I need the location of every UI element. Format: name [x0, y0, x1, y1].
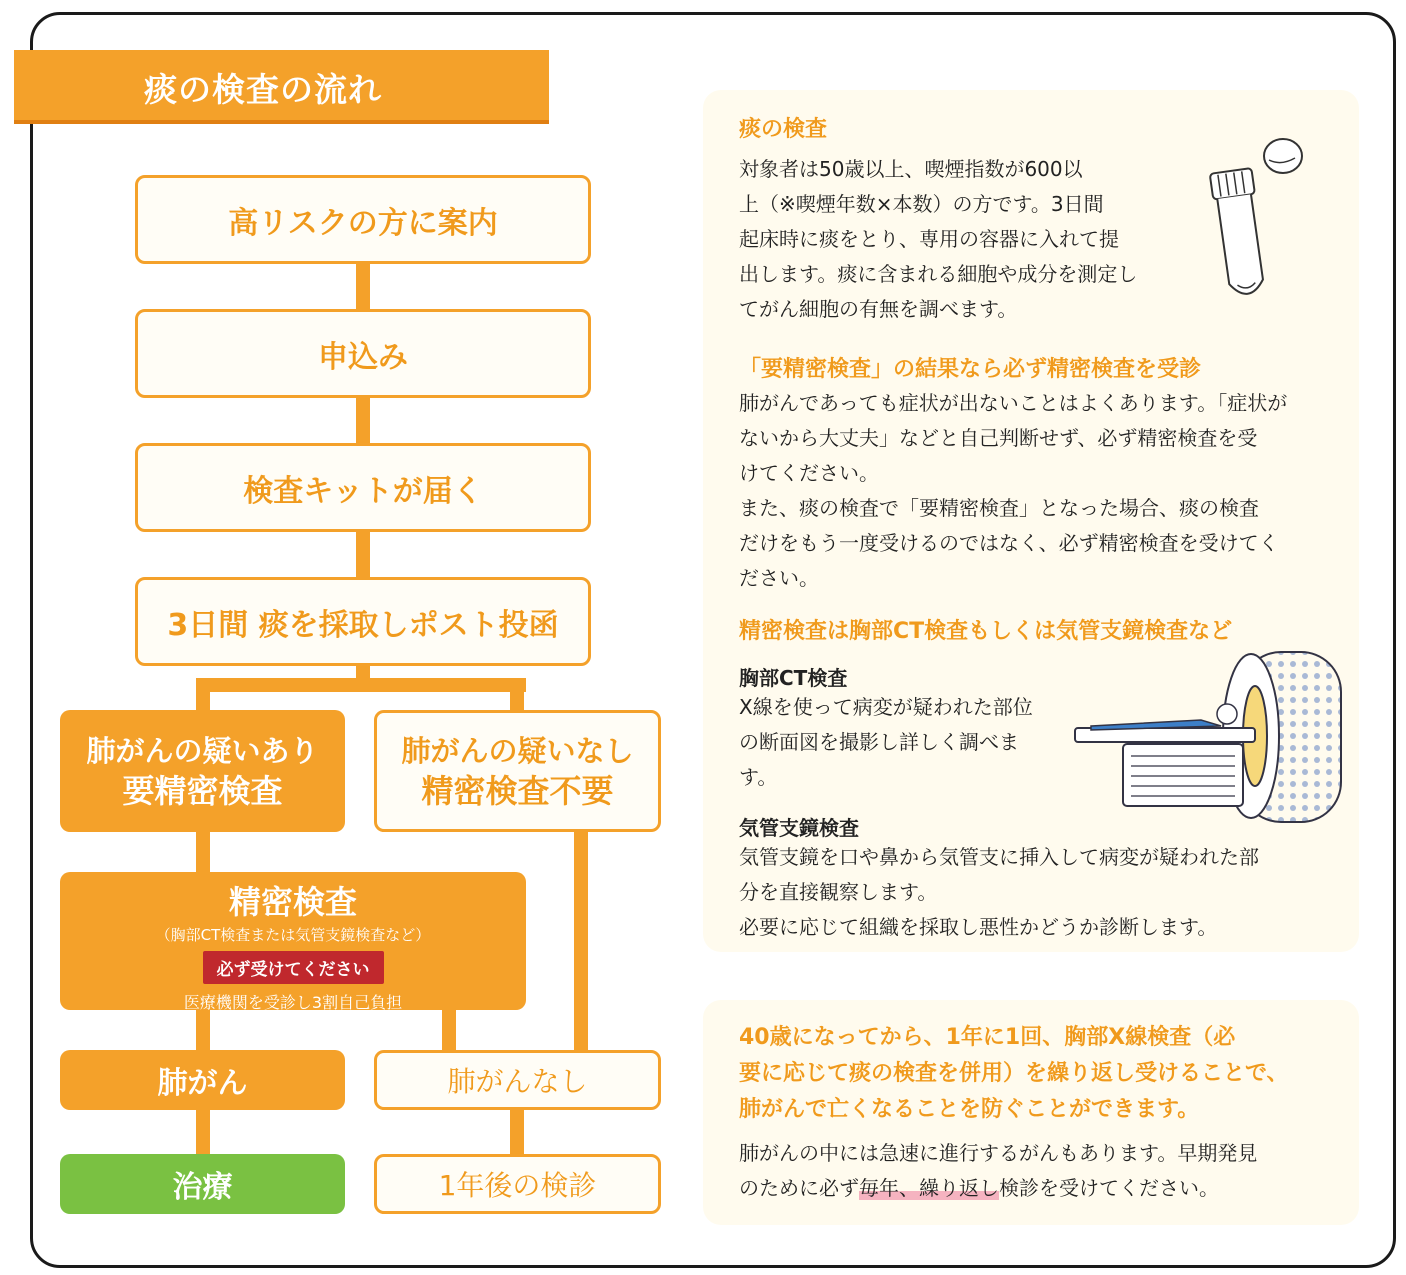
connector: [510, 678, 524, 712]
connector: [196, 830, 210, 874]
consult-line: また、痰の検査で「要精密検査」となった場合、痰の検査: [739, 496, 1259, 520]
footer-line-part: 検診を受けてください。: [999, 1176, 1219, 1200]
footer-heading-line: 40歳になってから、1年に1回、胸部X線検査（必: [739, 1025, 1236, 1050]
not-suspected-line1: 肺がんの疑いなし: [401, 734, 634, 768]
sputum-heading: 痰の検査: [739, 117, 828, 142]
connector-branch: [196, 678, 526, 692]
connector: [356, 396, 370, 444]
sputum-text: [739, 152, 1199, 327]
connector: [356, 530, 370, 578]
not-suspected-line2: 精密検査不要: [421, 772, 614, 810]
footer-heading-line: 要に応じて痰の検査を併用）を繰り返し受けることで、: [739, 1061, 1289, 1086]
footer-line: [739, 1171, 1349, 1206]
connector: [356, 262, 370, 310]
broncho-line: 気管支鏡を口や鼻から気管支に挿入して病変が疑われた部: [739, 845, 1259, 869]
footer-text: [739, 1136, 1349, 1206]
flow-cancer: 肺がん: [60, 1050, 345, 1110]
sputum-line: 出します。痰に含まれる細胞や成分を測定し: [739, 262, 1138, 286]
sputum-tube-icon: [1203, 134, 1313, 304]
flow-next-year: 1年後の検診: [374, 1154, 661, 1214]
suspected-line2: 要精密検査: [122, 772, 283, 810]
ct-line: す。: [739, 765, 778, 789]
sputum-line: 起床時に痰をとり、専用の容器に入れて提: [739, 227, 1119, 251]
ct-line: の断面図を撮影し詳しく調べま: [739, 730, 1019, 754]
footer-heading: [739, 1020, 1339, 1128]
broncho-text: [739, 840, 1349, 945]
broncho-heading: 気管支鏡検査: [739, 816, 859, 840]
info-panel: [703, 90, 1359, 952]
consult-text: [739, 386, 1339, 596]
consult-line: 肺がんであっても症状が出ないことはよくあります。「症状が: [739, 391, 1288, 415]
consult-line: だけをもう一度受けるのではなく、必ず精密検査を受けてく: [739, 531, 1279, 555]
ct-scanner-icon: [1071, 646, 1351, 826]
must-take-badge: 必ず受けてください: [203, 951, 384, 984]
consult-heading: 「要精密検査」の結果なら必ず精密検査を受診: [739, 357, 1202, 382]
footer-heading-line: 肺がんで亡くなることを防ぐことができます。: [739, 1097, 1200, 1122]
flow-step-apply: 申込み: [135, 309, 591, 398]
broncho-line: 分を直接観察します。: [739, 880, 938, 904]
connector: [574, 830, 588, 1052]
sputum-line: 上（※喫煙年数×本数）の方です。3日間: [739, 192, 1104, 216]
footer-panel: [703, 1000, 1359, 1225]
consult-line: ださい。: [739, 566, 819, 590]
flow-step-kit: 検査キットが届く: [135, 443, 591, 532]
title-banner: [14, 50, 549, 124]
detailed-exam-title: 精密検査: [228, 883, 357, 921]
consult-line: けてください。: [739, 461, 879, 485]
detailed-exam-note: 医療機関を受診し3割自己負担: [183, 993, 403, 1012]
consult-line: ないから大丈夫」などと自己判断せず、必ず精密検査を受: [739, 426, 1258, 450]
connector: [196, 678, 210, 712]
flow-not-suspected: [374, 710, 661, 832]
suspected-line1: 肺がんの疑いあり: [86, 734, 319, 768]
ct-heading: 胸部CT検査: [739, 666, 848, 690]
flow-no-cancer: 肺がんなし: [374, 1050, 661, 1110]
sputum-line: てがん細胞の有無を調べます。: [739, 297, 1018, 321]
flow-suspected: [60, 710, 345, 832]
ct-text: [739, 690, 1069, 795]
flow-detailed-exam: [60, 872, 526, 1010]
footer-highlight: 毎年、繰り返し: [859, 1176, 999, 1200]
flow-step-collect: 3日間 痰を採取しポスト投函: [135, 577, 591, 666]
footer-line: 肺がんの中には急速に進行するがんもあります。早期発見: [739, 1141, 1258, 1165]
flow-step-invite: 高リスクの方に案内: [135, 175, 591, 264]
connector: [196, 1008, 210, 1052]
page-title: 痰の検査の流れ: [144, 70, 382, 109]
connector: [196, 1108, 210, 1156]
connector: [442, 1008, 456, 1052]
ct-line: X線を使って病変が疑われた部位: [739, 695, 1033, 719]
footer-line-part: のために必ず: [739, 1176, 859, 1200]
broncho-line: 必要に応じて組織を採取し悪性かどうか診断します。: [739, 915, 1218, 939]
flow-treatment: 治療: [60, 1154, 345, 1214]
connector: [510, 1108, 524, 1156]
detail-heading: 精密検査は胸部CT検査もしくは気管支鏡検査など: [739, 619, 1233, 644]
sputum-line: 対象者は50歳以上、喫煙指数が600以: [739, 157, 1083, 181]
detailed-exam-sub: （胸部CT検査または気管支鏡検査など）: [155, 926, 431, 944]
